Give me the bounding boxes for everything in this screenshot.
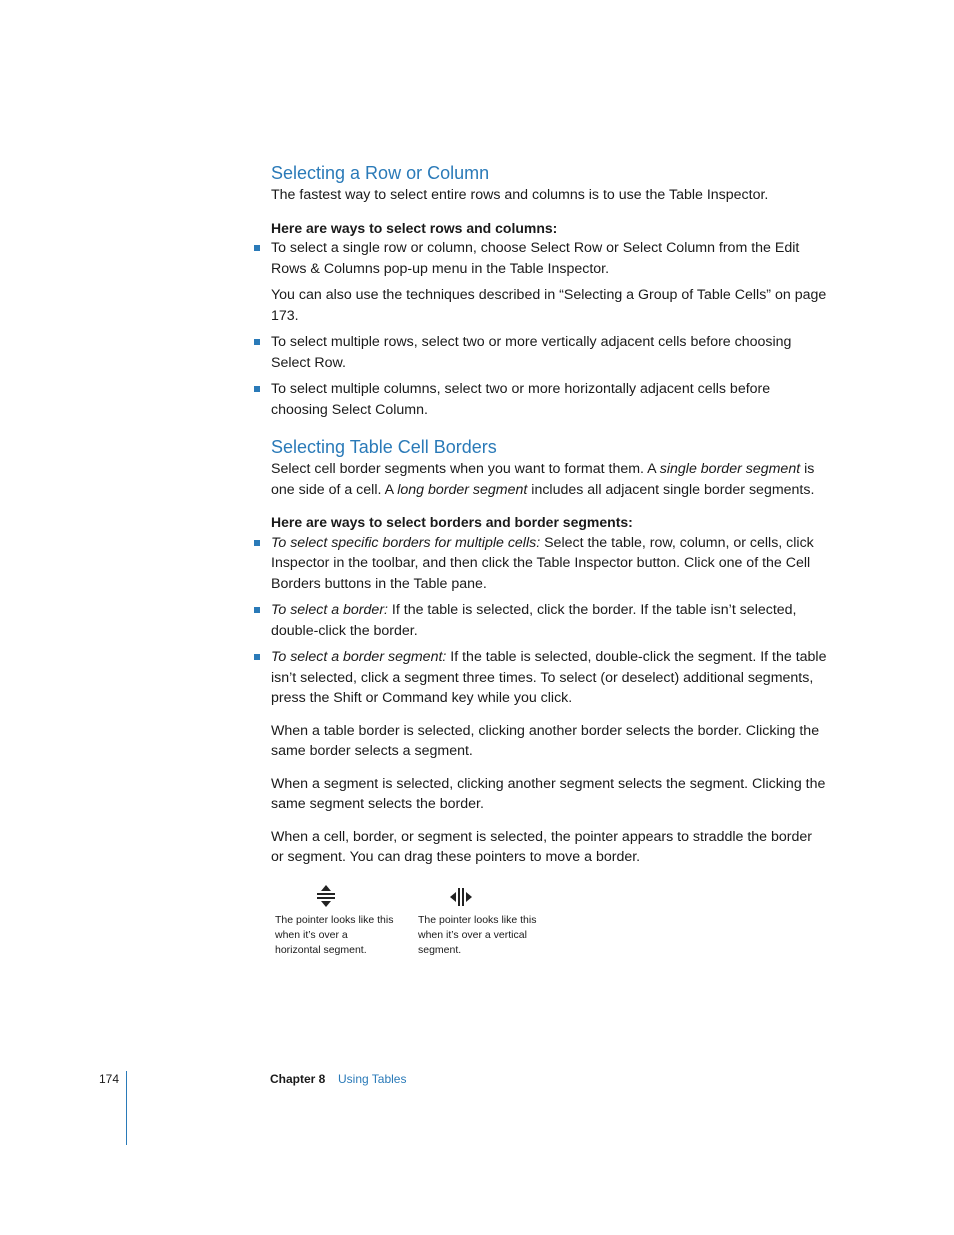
- list-item: [271, 238, 827, 326]
- figure-caption: The pointer looks like this when it’s over a horizontal segment.: [275, 914, 394, 956]
- bullet-square-icon: [254, 654, 260, 660]
- list-item-lead: To select a border segment:: [271, 649, 447, 665]
- list-item-text: To select multiple columns, select two or more horizontally adjacent cells before choosing Select Column.: [271, 381, 771, 418]
- page-number: 174: [99, 1072, 120, 1086]
- figure-caption: The pointer looks like this when it’s over a vertical segment.: [418, 914, 537, 956]
- section-intro: Select cell border segments when you want to format them. A single border segment is one side of a cell. A long border segment includes all adjacent single border segments.: [271, 461, 815, 498]
- bullet-square-icon: [254, 540, 260, 546]
- footer-divider: [126, 1071, 127, 1145]
- bullet-list: [271, 238, 827, 420]
- list-item-text: To select multiple rows, select two or more vertically adjacent cells before choosing Select Row.: [271, 334, 792, 371]
- list-item-text: Select the table, row, column, or cells, click Inspector in the toolbar, and then click the Table Inspector button. Click one of the Cell Borders buttons in the Table pane.: [271, 534, 814, 592]
- vertical-resize-pointer-icon: [448, 883, 478, 909]
- body-paragraph: When a segment is selected, clicking another segment selects the segment. Clicking the same segment selects the border.: [271, 775, 826, 812]
- chapter-label: Chapter 8: [270, 1072, 326, 1086]
- main-content: [271, 162, 827, 868]
- body-paragraph: When a cell, border, or segment is selected, the pointer appears to straddle the border or segment. You can drag these pointers to move a border.: [271, 828, 813, 865]
- pointer-figures: [271, 883, 571, 963]
- section-intro: The fastest way to select entire rows and columns is to use the Table Inspector.: [271, 187, 769, 203]
- list-item: [271, 379, 827, 420]
- bullet-square-icon: [254, 607, 260, 613]
- bullet-square-icon: [254, 245, 260, 251]
- list-item-lead: To select specific borders for multiple cells:: [271, 534, 541, 551]
- list-item-lead: To select a border:: [271, 602, 388, 618]
- section-heading-cell-borders: Selecting Table Cell Borders: [271, 437, 497, 457]
- bullet-square-icon: [254, 339, 260, 345]
- section-heading-row-column: Selecting a Row or Column: [271, 163, 490, 183]
- list-subhead: Here are ways to select rows and columns:: [271, 219, 558, 236]
- bullet-square-icon: [254, 386, 260, 392]
- body-paragraph: When a table border is selected, clicking another border selects the border. Clicking the same border selects a segment.: [271, 722, 820, 759]
- horizontal-resize-pointer-icon: [311, 883, 341, 909]
- list-item: [271, 647, 827, 709]
- list-item: [271, 600, 827, 641]
- bullet-list: [271, 533, 827, 709]
- list-item: [271, 533, 827, 595]
- section-cell-borders: [271, 436, 827, 868]
- list-item-text: If the table is selected, click the border. If the table isn’t selected, double-click the border.: [271, 602, 797, 639]
- list-item-text: To select a single row or column, choose Select Row or Select Column from the Edit Rows & Columns pop-up menu in the Table Inspector.: [271, 240, 800, 277]
- list-item: [271, 332, 827, 373]
- chapter-title-link[interactable]: Using Tables: [338, 1072, 407, 1086]
- list-item-text: If the table is selected, double-click the segment. If the table isn’t selected, click a segment three times. To select (or deselect) additional segments, press the Shift or Command key while you click.: [271, 649, 827, 706]
- list-subhead: Here are ways to select borders and border segments:: [271, 514, 633, 530]
- list-item-followup: You can also use the techniques described in “Selecting a Group of Table Cells” on page 173.: [271, 287, 827, 324]
